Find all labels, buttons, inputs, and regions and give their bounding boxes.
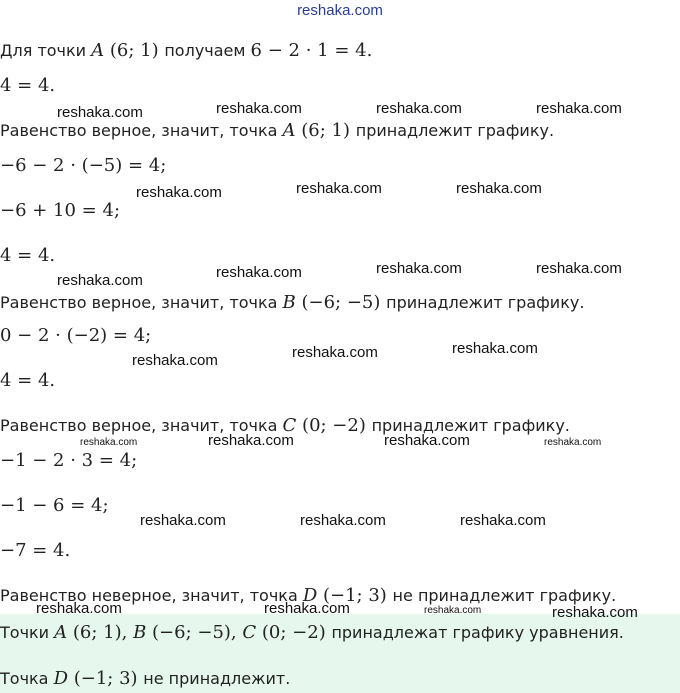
- answer-line-1: [0, 622, 624, 643]
- point-coords: (6; 1),: [67, 622, 134, 643]
- equation: 4 = 4.: [0, 370, 56, 391]
- equation: −1 − 6 = 4;: [0, 495, 109, 516]
- watermark: reshaka.com: [57, 104, 143, 121]
- site-header-watermark: reshaka.com: [297, 2, 383, 19]
- equation: 4 = 4.: [0, 245, 56, 266]
- line-text: Равенство верное, значит, точка: [0, 416, 283, 435]
- answer-text: Точка: [0, 669, 54, 688]
- watermark: reshaka.com: [544, 437, 602, 448]
- answer-text: принадлежат графику уравнения.: [331, 623, 624, 642]
- line-text: Равенство верное, значит, точка: [0, 293, 283, 312]
- point-label: C: [242, 622, 257, 643]
- watermark: reshaka.com: [140, 512, 226, 529]
- watermark: reshaka.com: [456, 180, 542, 197]
- point-label: D: [53, 668, 69, 689]
- watermark: reshaka.com: [208, 432, 294, 449]
- point-coords: (−6; −5): [295, 292, 387, 313]
- point-label: B: [133, 622, 147, 643]
- watermark: reshaka.com: [536, 260, 622, 277]
- equation: 0 − 2 · (−2) = 4;: [0, 325, 152, 346]
- equation: −7 = 4.: [0, 540, 71, 561]
- equation: −1 − 2 · 3 = 4;: [0, 450, 138, 471]
- watermark: reshaka.com: [552, 604, 638, 621]
- line-text: получаем: [164, 41, 251, 60]
- point-label: A: [54, 622, 68, 643]
- watermark: reshaka.com: [376, 100, 462, 117]
- line-text: Для точки: [0, 41, 92, 60]
- solution-line-3: [0, 120, 554, 141]
- watermark: reshaka.com: [460, 512, 546, 529]
- line-text: Равенство верное, значит, точка: [0, 121, 283, 140]
- watermark: reshaka.com: [292, 344, 378, 361]
- watermark: reshaka.com: [296, 180, 382, 197]
- line-text: Равенство неверное, значит, точка: [0, 586, 303, 605]
- line-text: принадлежит графику.: [371, 416, 570, 435]
- point-coords: (−1; 3): [317, 585, 393, 606]
- watermark: reshaka.com: [132, 352, 218, 369]
- watermark: reshaka.com: [216, 100, 302, 117]
- point-label: A: [91, 40, 105, 61]
- watermark: reshaka.com: [376, 260, 462, 277]
- equation: −6 + 10 = 4;: [0, 200, 121, 221]
- solution-line-7: [0, 292, 584, 313]
- solution-line-1: [0, 40, 372, 61]
- equation: −6 − 2 · (−5) = 4;: [0, 155, 167, 176]
- point-coords: (6; 1): [104, 40, 165, 61]
- point-coords: (−6; −5),: [146, 622, 243, 643]
- point-coords: (−1; 3): [68, 668, 144, 689]
- answer-text: Точки: [0, 623, 55, 642]
- point-label: D: [302, 585, 318, 606]
- answer-line-2: [0, 668, 290, 689]
- watermark: reshaka.com: [36, 600, 122, 617]
- watermark: reshaka.com: [80, 437, 138, 448]
- line-text: не принадлежит графику.: [392, 586, 617, 605]
- point-label: B: [282, 292, 296, 313]
- equation: 4 = 4.: [0, 75, 56, 96]
- watermark: reshaka.com: [136, 184, 222, 201]
- point-coords: (0; −2): [296, 415, 372, 436]
- watermark: reshaka.com: [536, 100, 622, 117]
- watermark: reshaka.com: [264, 600, 350, 617]
- point-label: A: [282, 120, 296, 141]
- watermark: reshaka.com: [424, 605, 482, 616]
- watermark: reshaka.com: [300, 512, 386, 529]
- point-coords: (0; −2): [256, 622, 332, 643]
- watermark: reshaka.com: [384, 432, 470, 449]
- line-text: принадлежит графику.: [386, 293, 585, 312]
- watermark: reshaka.com: [216, 264, 302, 281]
- watermark: reshaka.com: [452, 340, 538, 357]
- equation: 6 − 2 · 1 = 4.: [250, 40, 373, 61]
- point-coords: (6; 1): [295, 120, 356, 141]
- line-text: принадлежит графику.: [355, 121, 555, 140]
- watermark: reshaka.com: [57, 272, 143, 289]
- point-label: C: [282, 415, 297, 436]
- answer-text: не принадлежит.: [143, 669, 291, 688]
